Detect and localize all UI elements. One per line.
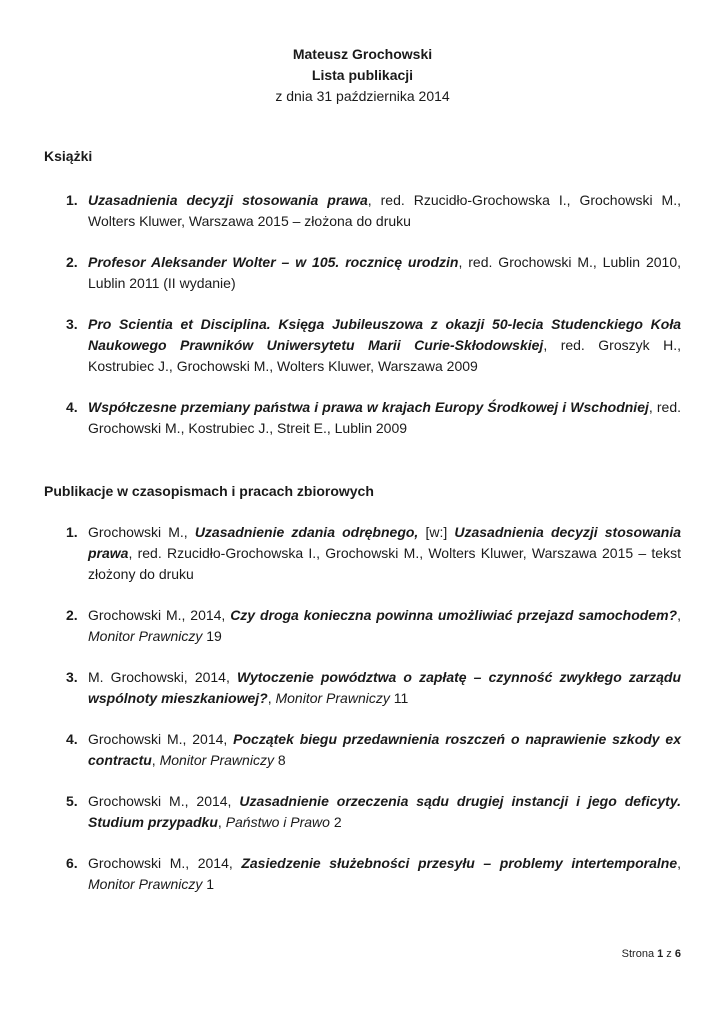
- books-heading: Książki: [44, 148, 93, 164]
- document-title: Lista publikacji: [311, 67, 414, 83]
- books-list: [44, 190, 681, 439]
- list-item: 4. Grochowski M., 2014, Początek biegu przedawnienia roszczeń o naprawienie szkody ex contractu, Monitor Prawniczy 8: [66, 731, 681, 768]
- list-item: 2. Grochowski M., 2014, Czy droga konieczna powinna umożliwiać przejazd samochodem?, Monitor Prawniczy 19: [66, 607, 681, 644]
- page-number: Strona 1 z 6: [621, 948, 681, 960]
- document-date: z dnia 31 października 2014: [275, 88, 450, 104]
- list-item: 3. Pro Scientia et Disciplina. Księga Jubileuszowa z okazji 50-lecia Studenckiego Koła Naukowego Prawników Uniwersytetu Marii Curie-Skłodowskiej, red. Groszyk H., Kostrubiec J., Grochowski M., Wolters Kluwer, Warszawa 2009: [66, 316, 681, 374]
- articles-heading: Publikacje w czasopismach i pracach zbiorowych: [44, 483, 374, 499]
- list-item: 2. Profesor Aleksander Wolter – w 105. rocznicę urodzin, red. Grochowski M., Lublin 2010, Lublin 2011 (II wydanie): [66, 254, 681, 291]
- articles-list: [44, 522, 681, 895]
- list-item: 3. M. Grochowski, 2014, Wytoczenie powództwa o zapłatę – czynność zwykłego zarządu wspólnoty mieszkaniowej?, Monitor Prawniczy 11: [66, 669, 682, 706]
- list-item: 6. Grochowski M., 2014, Zasiedzenie służebności przesyłu – problemy intertemporalne, Monitor Prawniczy 1: [66, 855, 682, 892]
- list-item: 1. Grochowski M., Uzasadnienie zdania odrębnego, [w:] Uzasadnienia decyzji stosowania prawa, red. Rzucidło-Grochowska I., Grochowski M., Wolters Kluwer, Warszawa 2015 – tekst złożony do druku: [66, 524, 682, 582]
- document-header: [0, 44, 725, 107]
- author-name: Mateusz Grochowski: [292, 46, 433, 62]
- list-item: 1. Uzasadnienia decyzji stosowania prawa, red. Rzucidło-Grochowska I., Grochowski M., Wolters Kluwer, Warszawa 2015 – złożona do druku: [66, 192, 681, 229]
- list-item: 5. Grochowski M., 2014, Uzasadnienie orzeczenia sądu drugiej instancji i jego deficyty. Studium przypadku, Państwo i Prawo 2: [66, 793, 681, 830]
- list-item: 4. Współczesne przemiany państwa i prawa w krajach Europy Środkowej i Wschodniej, red. Grochowski M., Kostrubiec J., Streit E., Lublin 2009: [66, 399, 682, 436]
